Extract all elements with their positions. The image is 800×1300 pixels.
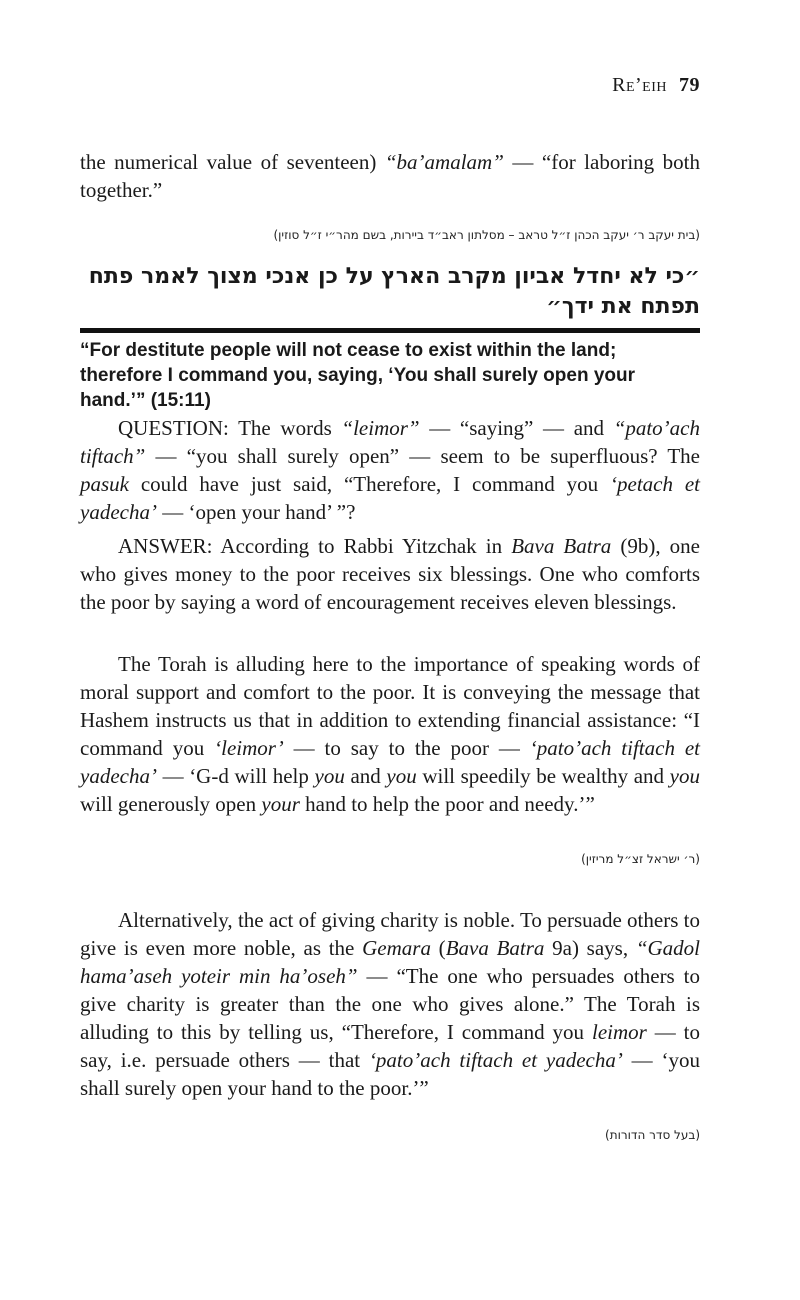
text-run: — “The one who persuades others to give charity is greater than the one who gives alone.” The Torah is alluding to this by telling us, “Therefore, I command you [80,964,700,1044]
text-run: will speedily be wealthy and [416,764,670,788]
text-run: 9a) says, [544,936,636,960]
text-run: ANSWER: According to Rabbi Yitzchak in [118,534,512,558]
text-run: hand to help the poor and needy.’” [299,792,595,816]
running-header-title: Re’eih [612,74,667,96]
italic-text: you [386,764,417,788]
text-run: could have just said, “Therefore, I command you [129,472,611,496]
italic-text: Bava Batra [511,534,612,558]
running-header [612,74,700,97]
text-run: — to say, i.e. persuade others — that [80,1020,700,1072]
heading-rule [80,328,700,333]
text-run: ( [430,936,446,960]
text-run: — ‘G-d will help [156,764,315,788]
source-citation: (בית יעקב ר׳ יעקב הכהן ז״ל טראב – מסלתון ראב״ד ביירות, בשם מהר״י ז״ל סוזין) [273,228,700,242]
text-run: will generously open [80,792,262,816]
italic-text: ‘pato’ach tiftach et yadecha’ [80,736,701,788]
source-citation: (בעל סדר הדורות) [605,1128,700,1142]
italic-text: you [669,764,700,788]
paragraph-explanation [80,650,700,818]
hebrew-verse: ״כי לא יחדל אביון מקרב הארץ על כן אנכי מצוך לאמר פתח תפתח את ידך״ [88,264,700,319]
italic-text: ‘leimor’ [214,736,284,760]
paragraph-alternative [80,906,700,1102]
text-run: — “saying” — and [419,416,614,440]
page-number: 79 [679,74,700,96]
text-run: (9b), one who gives money to the poor receives six blessings. One who comforts the poor by saying a word of encouragement receives eleven blessings. [80,534,700,614]
source-citation: (ר׳ ישראל זצ״ל מריזין) [581,852,700,866]
continuation-paragraph [80,148,700,204]
paragraph-question [80,414,700,526]
italic-text: “ba’amalam” [384,150,504,174]
text-run: QUESTION: The words [118,416,342,440]
italic-text: ‘petach et yadecha’ [80,472,700,524]
text-run: — ‘open your hand’ ”? [156,500,356,524]
italic-text: ‘pato’ach tiftach et yadecha’ [368,1048,623,1072]
text-run: the numerical value of seventeen) [80,150,385,174]
paragraph-answer [80,532,700,616]
italic-text: “Gadol hama’aseh yoteir min ha’oseh” [80,936,701,988]
italic-text: pasuk [80,472,129,496]
english-verse: “For destitute people will not cease to exist within the land; therefore I command you, saying, ‘You shall surely open your hand.’” (15:11) [80,340,635,411]
text-run: — to say to the poor — [283,736,530,760]
italic-text: Gemara [362,936,431,960]
italic-text: “leimor” [341,416,420,440]
italic-text: leimor [591,1020,647,1044]
text-run: — “you shall surely open” — seem to be superfluous? The [145,444,700,468]
text-run: and [344,764,387,788]
italic-text: your [261,792,300,816]
text-run: The Torah is alluding here to the importance of speaking words of moral support and comfort to the poor. It is conveying the message that Hashem instructs us that in addition to extending financial assistance: “I command you [80,652,700,760]
italic-text: “pato’ach tiftach” [80,416,700,468]
text-run: — ‘you shall surely open your hand to the poor.’” [80,1048,700,1100]
italic-text: Bava Batra [445,936,545,960]
italic-text: you [314,764,345,788]
verse-heading-block [80,262,700,413]
text-run: Alternatively, the act of giving charity is noble. To persuade others to give is even more noble, as the [80,908,700,960]
text-run: — “for laboring both together.” [80,150,701,202]
